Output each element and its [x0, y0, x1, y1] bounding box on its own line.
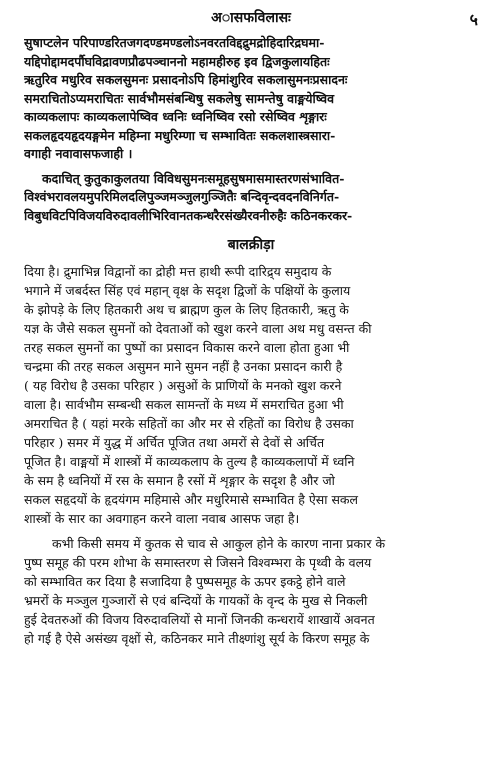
text-line: कभी किसी समय में कुतक से चाव से आकुल होने के कारण नाना प्रकार के: [52, 536, 386, 551]
text-line: समराचितोऽप्यमराचितः सार्वभौमसंबन्धिषु सकलेषु सामन्तेषु वाङ्मयेष्विव: [24, 90, 335, 106]
hindi-paragraph-1: [24, 262, 478, 528]
text-line: चन्द्रमा की तरह सकल असुमन माने सुमन नहीं है उनका प्रसादन कारी है: [24, 359, 343, 374]
text-line: कदाचित् कुतुकाकुलतया विविधसुमनःसमूहसुषमासमास्तरणसंभावित-: [42, 170, 345, 186]
sanskrit-paragraph-1: [24, 34, 478, 164]
section-title: बालक्रीड़ा: [227, 237, 275, 253]
text-line: तरह सकल सुमनों का पुष्पों का प्रसादन विकास करने वाला होता हुआ भी: [24, 340, 350, 355]
text-line: भ्रमरों के मञ्जुल गुञ्जारों से एवं बन्दियों के गायकों के वृन्द के मुख से निकली: [24, 593, 368, 608]
text-line: यद्दिपोद्दामदर्पौघविद्रावणप्रौढपञ्चाननो महामहीरुह इव द्विजकुलायहितः: [24, 53, 330, 69]
page-number: ५: [469, 10, 478, 29]
text-line: वाला है। सार्वभौम सम्बन्धी सकल सामन्तों के मध्य में समराचित हुआ भी: [24, 397, 344, 412]
sanskrit-paragraph-2: [24, 170, 478, 226]
text-line: विबुधविटपिविजयविरुदावलीभिरिवानतकन्धरैरसंख्यैरवनीरुहैः कठिनकरकर-: [24, 207, 353, 223]
text-line: परिहार ) समर में युद्ध में अर्चित पूजित तथा अमरों से देवों से अर्चित: [24, 435, 325, 450]
text-line: पुष्प समूह की परम शोभा के समास्तरण से जिसने विश्वम्भरा के पृथ्वी के वलय: [24, 555, 372, 570]
running-head: अासफविलासः: [211, 10, 291, 26]
text-line: के झोपड़े के लिए हितकारी अथ च ब्राह्मण कुल के लिए हितकारी, ऋतु के: [24, 302, 349, 317]
text-line: सकल सहृदयों के हृदयंगम महिमासे और मधुरिमासे सम्भावित है ऐसा सकल: [24, 492, 358, 507]
text-line: शास्त्रों के सार का अवगाहन करने वाला नवाब आसफ जहा है।: [24, 511, 300, 526]
text-line: हो गई है ऐसे असंख्य वृक्षों से, कठिनकर माने तीक्ष्णांशु सूर्य के किरण समूह के: [24, 631, 370, 646]
text-line: काव्यकलापः काव्यकलापेष्विव ध्वनिः ध्वनिष्विव रसो रसेष्विव शृङ्गारः: [24, 109, 327, 124]
text-line: सकलहृदयहृदयङ्गमेन महिम्ना मधुरिम्णा च सम्भावितः सकलशास्त्रसारा-: [24, 127, 336, 143]
text-line: हुई देवतरुओं की विजय विरुदावलियों से मानों जिनकी कन्धरायें शाखायें अवनत: [24, 612, 375, 627]
text-line: सुषाप्टलेन परिपाण्डरितजगदण्डमण्डलोऽनवरतविद्दद्रुमद्रोहिदारिद्रघमा-: [24, 35, 325, 50]
hindi-paragraph-2: [24, 534, 478, 648]
text-line: पूजित है। वाङ्मयों में शास्त्रों में काव्यकलाप के तुल्य है काव्यकलापों में ध्वनि: [24, 454, 355, 469]
text-line: के सम है ध्वनियों में रस के समान है रसों में शृङ्गार के सदृश है और जो: [24, 473, 335, 488]
text-line: भगाने में जबर्दस्त सिंह एवं महान् वृक्ष के सदृश द्विजों के पक्षियों के कुलाय: [24, 283, 351, 298]
text-line: विश्वंभरावलयमुपरिमिलदलिपुञ्जमञ्जुलगुञ्जितैः बन्दिवृन्दवदनविनिर्गत-: [24, 189, 340, 204]
text-line: को सम्भावित कर दिया है सजादिया है पुष्पसमूह के ऊपर इकट्ठे होने वाले: [24, 574, 346, 589]
text-line: अमराचित है ( यहां मरके सहितों का और मर से रहितों का विरोध है उसका: [24, 416, 354, 431]
text-line: ( यह विरोध है उसका परिहार ) असुओं के प्राणियों के मनको खुश करने: [24, 378, 342, 393]
text-line: ऋतुरिव मधुरिव सकलसुमनः प्रसादनोऽपि हिमांशुरिव सकलासुमनःप्रसादनः: [24, 72, 348, 87]
text-line: दिया है। द्रुमाभिन्न विद्वानों का द्रोही मत्त हाथी रूपी दारिद्र्य समुदाय के: [24, 264, 332, 279]
page-header: [24, 8, 478, 34]
text-line: यज्ञ के जैसे सकल सुमनों को देवताओं को खुश करने वाला अथ मधु वसन्त की: [24, 321, 372, 336]
text-line: वगाही नवावासफजाही ।: [24, 146, 133, 161]
